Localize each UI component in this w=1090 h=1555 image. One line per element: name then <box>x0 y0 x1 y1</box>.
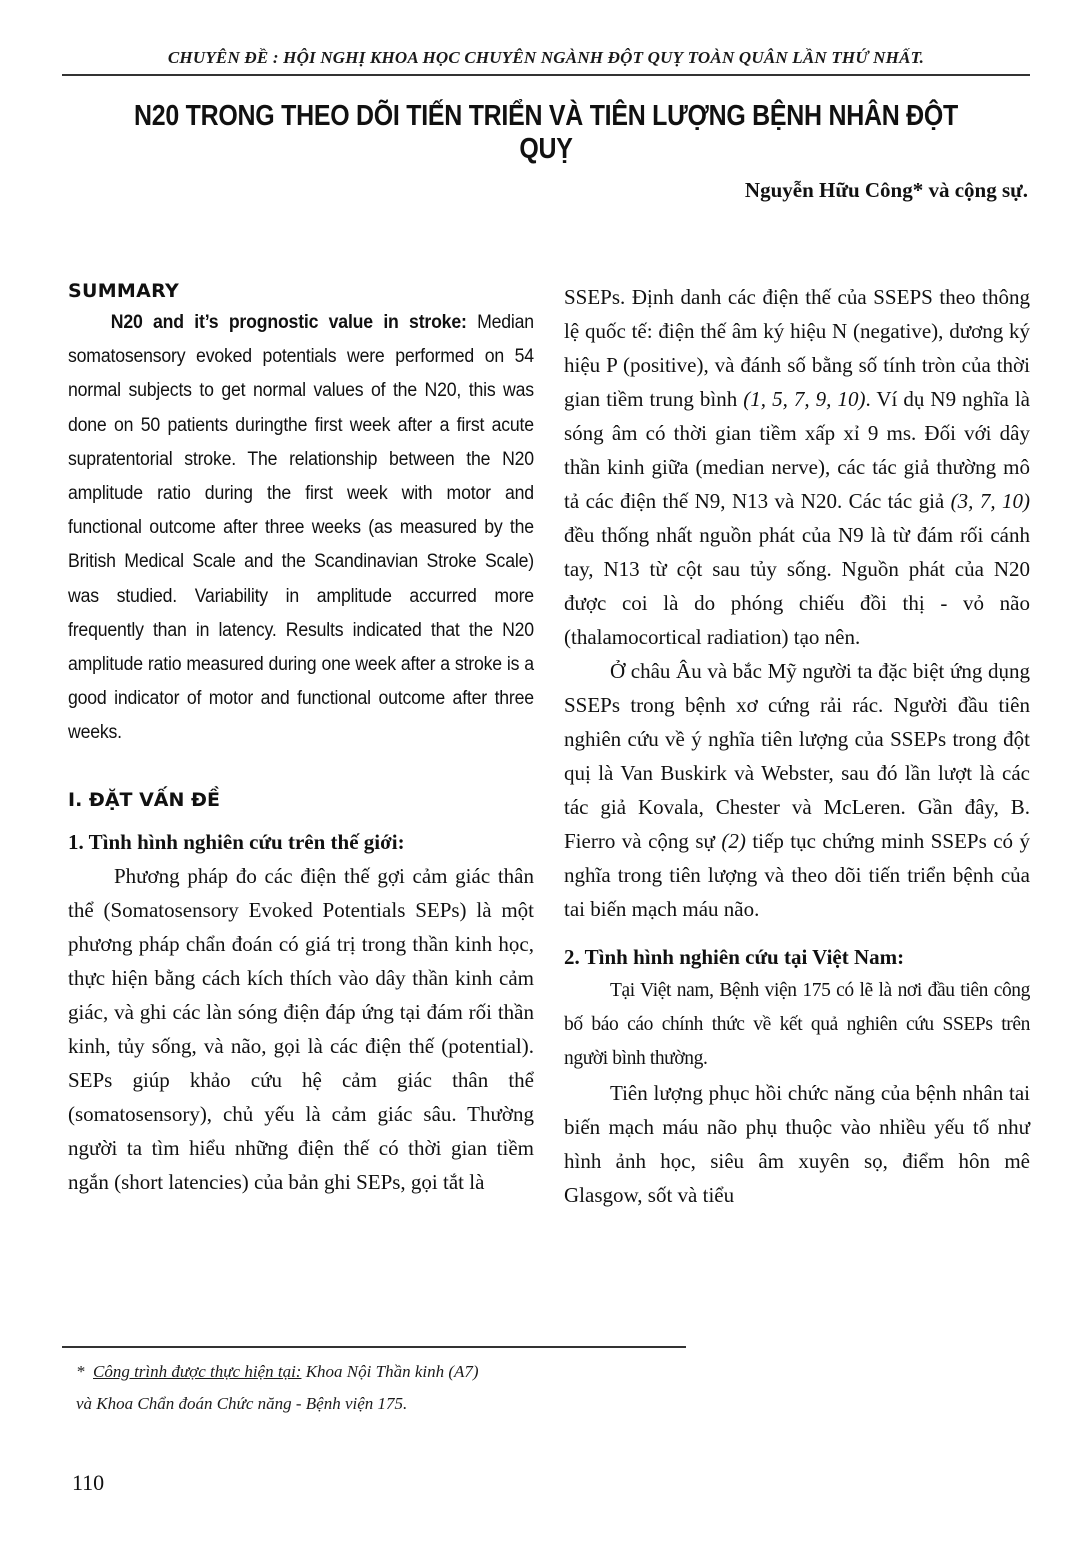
footnote-rule <box>62 1346 686 1348</box>
paragraph-world-2 <box>564 654 1030 926</box>
summary-body-text: Median somatosensory evoked potentials were performed on 54 normal subjects to get normal values of the N20, this was done on 50 patients duringthe first week after a first acute supratentorial stroke. The relationship between the N20 amplitude ratio during the first week with motor and functional outcome after three weeks (as measured by the British Medical Scale and the Scandinavian Stroke Scale) was studied. Variability in amplitude accurred more frequently than in latency. Results indicated that the N20 amplitude ratio measured during one week after a stroke is a good indicator of motor and functional outcome after three weeks. <box>68 312 534 744</box>
paragraph-world-1-continued <box>564 280 1030 654</box>
footnote-line-1 <box>76 1356 696 1388</box>
section-heading-intro: I. ĐẶT VẤN ĐỀ <box>68 788 220 811</box>
text-span: đều thống nhất nguồn phát của N9 là từ đám rối cánh tay, N13 từ cột sau tủy sống. Nguồn phát của N20 được coi là do phóng chiếu đồi thị - vỏ não (thalamocortical radiation) tạo nên. <box>564 523 1030 649</box>
page-number: 110 <box>72 1470 105 1495</box>
text-span: . Ví dụ N9 nghĩa là sóng âm có thời gian tiềm xấp xỉ 9 ms. Đối với dây thần kinh giữa (median nerve), các tác giả thường mô tả các điện thế N9, N13 và N20. Các tác giả <box>564 387 1030 513</box>
running-head: CHUYÊN ĐỀ : HỘI NGHỊ KHOA HỌC CHUYÊN NGÀNH ĐỘT QUỴ TOÀN QUÂN LẦN THỨ NHẤT. <box>167 48 925 67</box>
author-line: Nguyễn Hữu Công* và cộng sự. <box>744 178 1028 202</box>
footnote-marker: * <box>76 1362 85 1381</box>
right-column <box>564 280 1030 1212</box>
citation: (2) <box>721 829 746 853</box>
paragraph-vietnam-2: Tiên lượng phục hồi chức năng của bệnh nhân tai biến mạch máu não phụ thuộc vào nhiều yếu tố như hình ảnh học, siêu âm xuyên sọ, điểm hôn mê Glasgow, sốt và tiểu <box>564 1081 1030 1207</box>
footnote-line-2: và Khoa Chẩn đoán Chức năng - Bệnh viện 175. <box>76 1394 408 1413</box>
paragraph-vietnam-1: Tại Việt nam, Bệnh viện 175 có lẽ là nơi đầu tiên công bố báo cáo chính thức về kết quả nghiên cứu SSEPs trên người bình thường. <box>564 980 1030 1069</box>
footnote-underlined: Công trình được thực hiện tại: <box>93 1362 302 1381</box>
header-rule <box>62 74 1030 76</box>
text-span: tiếp tục chứng minh SSEPs có ý nghĩa trong tiên lượng và theo dõi tiến triển bệnh của tai biến mạch máu não. <box>564 829 1030 921</box>
summary-paragraph <box>68 306 534 751</box>
citation: (3, 7, 10) <box>950 489 1030 513</box>
text-span: SSEPs. Định danh các điện thế của SSEPS theo thông lệ quốc tế: điện thế âm ký hiệu N (negative), dương ký hiệu P (positive), và đánh số bằng số tính tròn của thời gian tiềm trung bình <box>564 285 1030 411</box>
summary-lead: N20 and it’s prognostic value in stroke: <box>110 312 467 333</box>
text-span: Ở châu Âu và bắc Mỹ người ta đặc biệt ứng dụng SSEPs trong bệnh xơ cứng rải rác. Người đầu tiên nghiên cứu về ý nghĩa tiên lượng của SSEPs trong đột quị là Van Buskirk và Webster, sau đó lần lượt là các tác giả Kovala, Chester và McLeren. Gần đây, B. Fierro và cộng sự <box>564 659 1030 853</box>
footnote-text: Khoa Nội Thần kinh (A7) <box>301 1362 479 1381</box>
article-title: N20 TRONG THEO DÕI TIẾN TRIỂN VÀ TIÊN LƯỢNG BỆNH NHÂN ĐỘT QUỴ <box>134 100 958 165</box>
summary-heading: SUMMARY <box>68 280 180 302</box>
citation: (1, 5, 7, 9, 10) <box>743 387 866 411</box>
left-column <box>68 280 534 1199</box>
subsection-heading-world: 1. Tình hình nghiên cứu trên thế giới: <box>68 829 405 854</box>
subsection-heading-vietnam: 2. Tình hình nghiên cứu tại Việt Nam: <box>564 945 905 969</box>
paragraph-world-1: Phương pháp đo các điện thế gợi cảm giác thân thể (Somatosensory Evoked Potentials SEPs) là một phương pháp chẩn đoán có giá trị trong thần kinh học, thực hiện bằng cách kích thích vào dây thần kinh cảm giác, và ghi các làn sóng điện đáp ứng tại đám rối thần kinh, tủy sống, và não, gọi là các điện thế (potential). SEPs giúp khảo cứu hệ cảm giác thân thể (somatosensory), chủ yếu là cảm giác sâu. Thường người ta tìm hiểu những điện thế có thời gian tiềm ngắn (short latencies) của bản ghi SEPs, gọi tắt là <box>68 863 534 1194</box>
footnote <box>76 1356 696 1420</box>
